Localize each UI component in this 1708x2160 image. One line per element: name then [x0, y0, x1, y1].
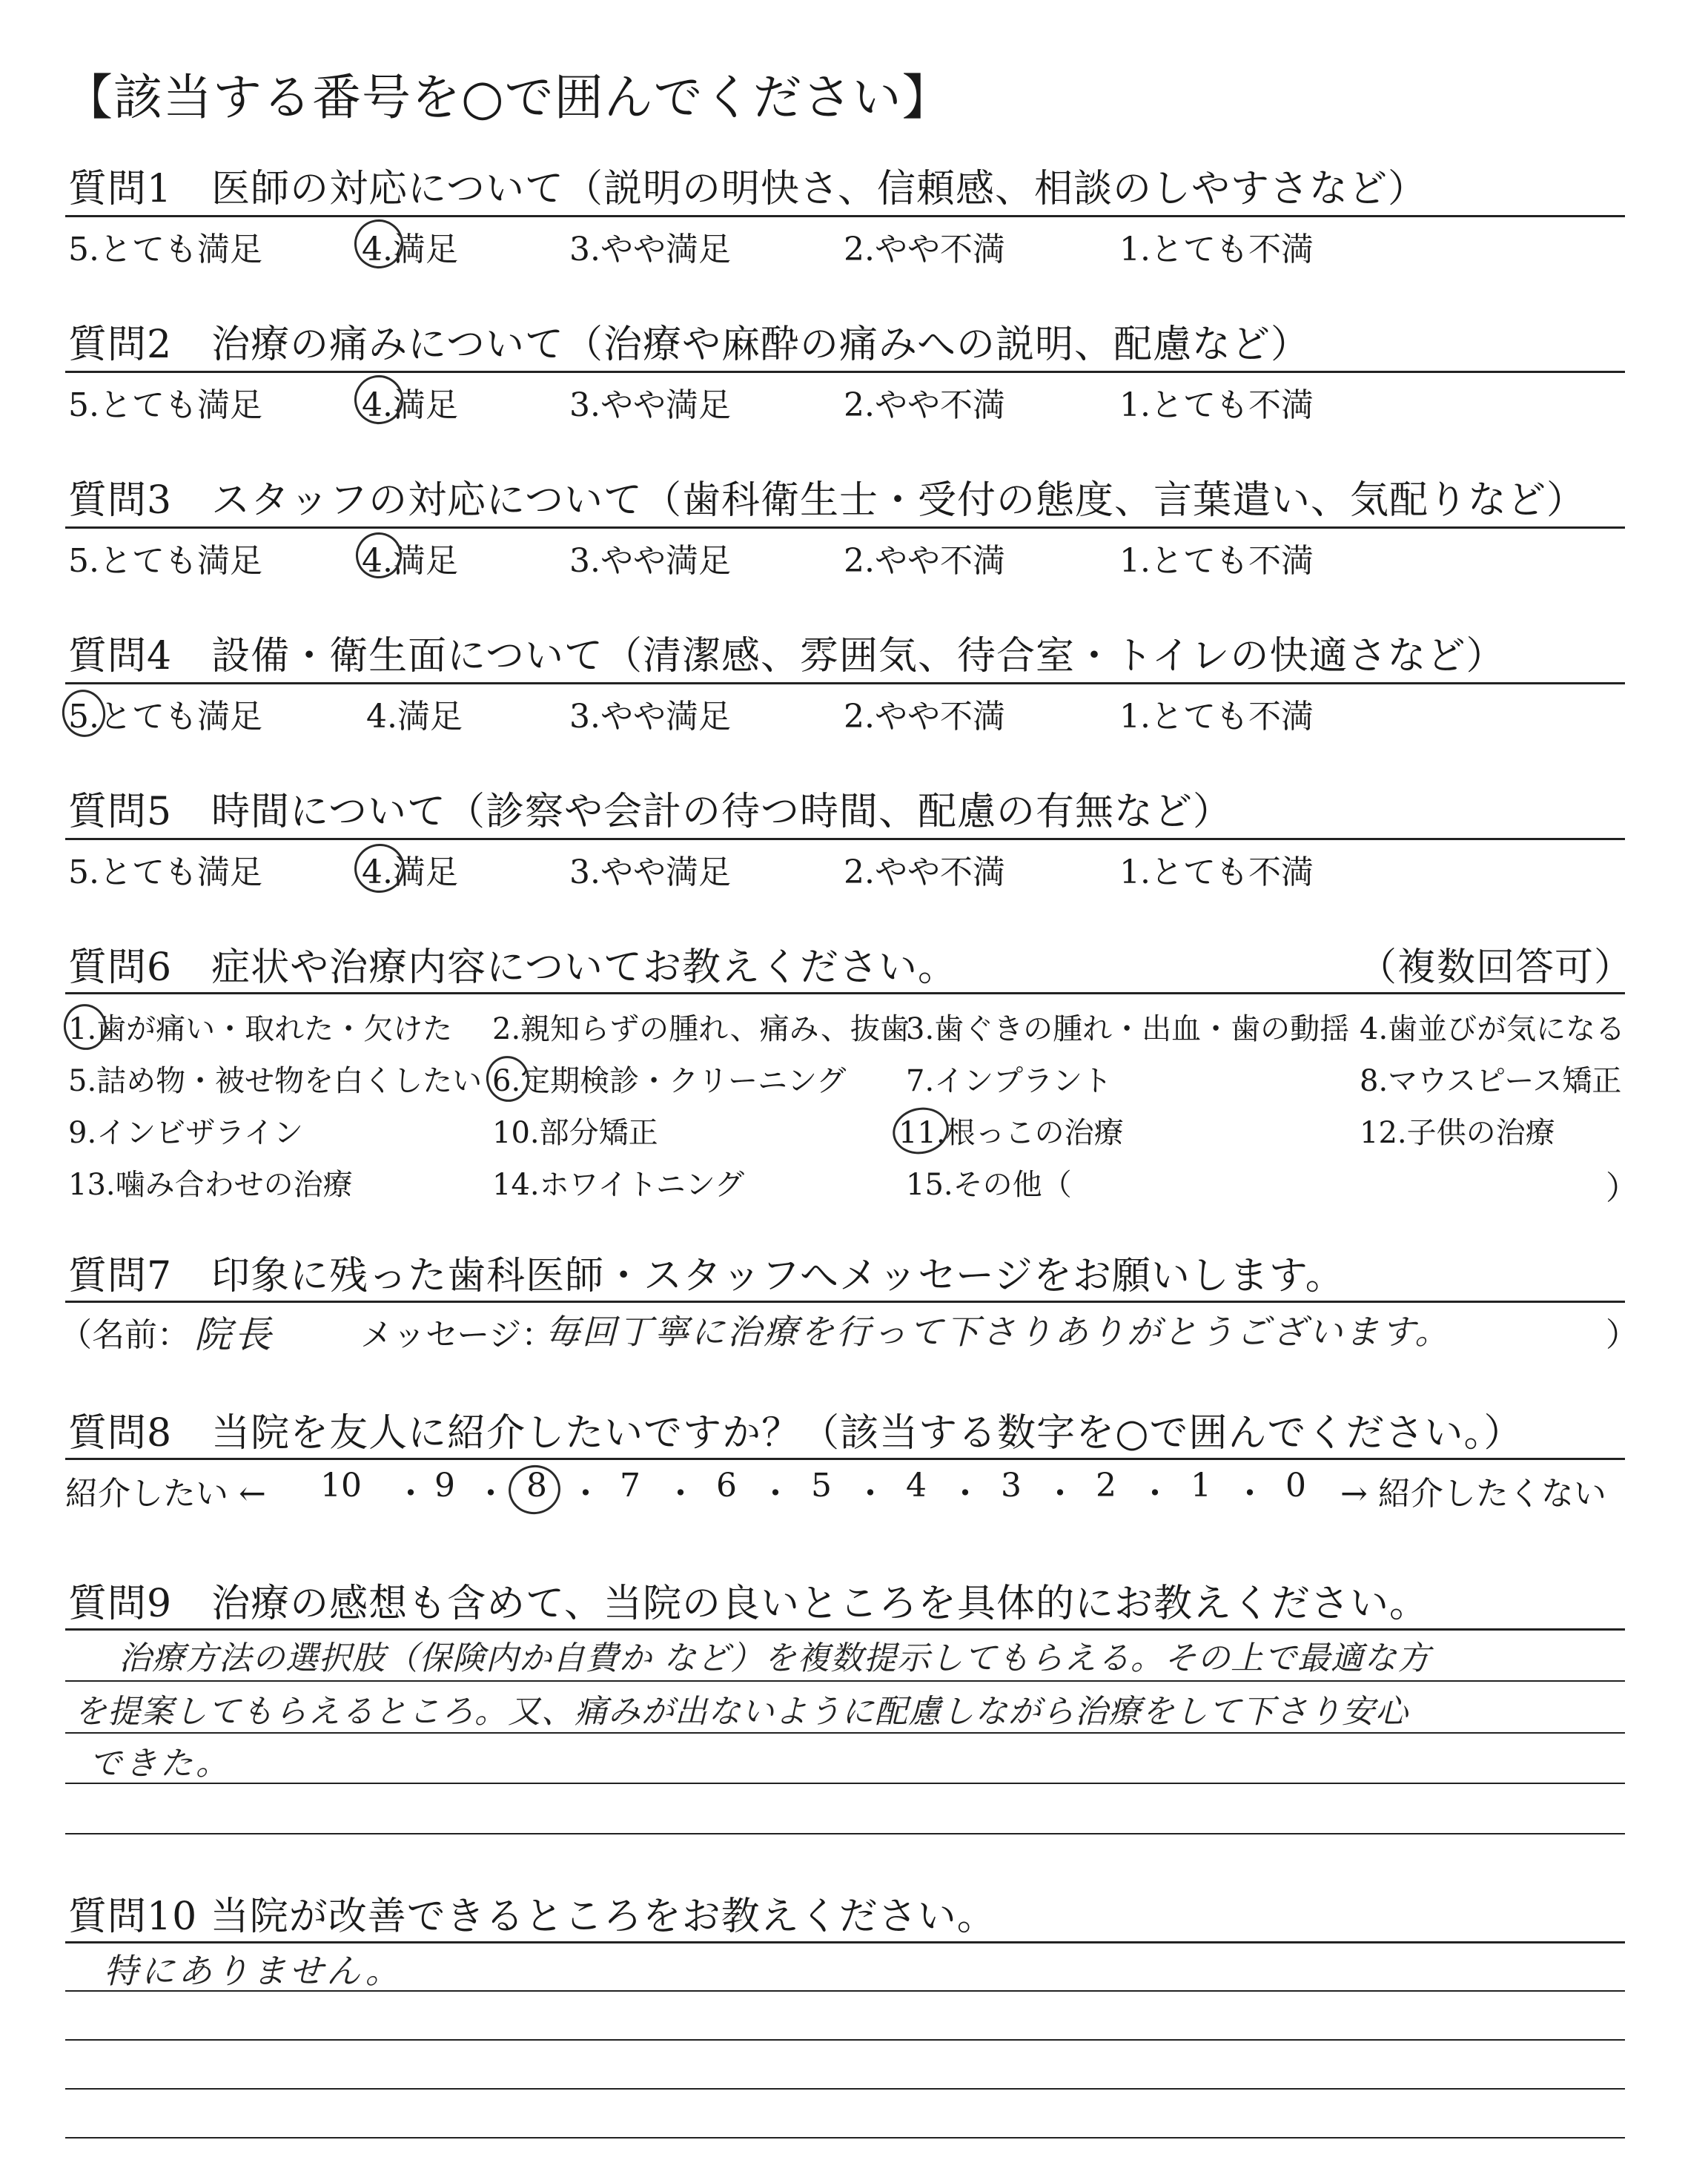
q9-line-2	[65, 1732, 1625, 1734]
q8-sep: ・	[1234, 1475, 1266, 1513]
q8-scale-9[interactable]: 9	[434, 1467, 455, 1505]
q7-close-paren: ）	[1606, 1316, 1638, 1354]
q9-line-3	[65, 1783, 1625, 1784]
q4-title: 質問4 設備・衛生面について（清潔感、雰囲気、待合室・トイレの快適さなど）	[68, 634, 1506, 678]
q2-option-4[interactable]: 4.満足	[362, 386, 458, 424]
q2-option-5[interactable]: 5.とても満足	[68, 386, 262, 424]
q2-title: 質問2 治療の痛みについて（治療や麻酔の痛みへの説明、配慮など）	[68, 323, 1311, 367]
q8-sep: ・	[394, 1475, 427, 1513]
q6-multiple-answers-note: （複数回答可）	[1358, 945, 1634, 990]
q8-scale-6[interactable]: 6	[716, 1467, 737, 1505]
q8-sep: ・	[1139, 1475, 1171, 1513]
q4-option-3[interactable]: 3.やや満足	[569, 698, 731, 736]
q9-answer-line-3[interactable]: できた。	[89, 1745, 231, 1783]
q8-sep: ・	[949, 1475, 982, 1513]
q8-left-label: 紹介したい ←	[65, 1475, 266, 1513]
q5-divider	[65, 838, 1625, 840]
q8-scale-1[interactable]: 1	[1191, 1467, 1211, 1505]
form-header: 【該当する番号を○で囲んでください】	[64, 69, 952, 126]
q2-option-1[interactable]: 1.とても不満	[1119, 386, 1314, 424]
q3-divider	[65, 526, 1625, 529]
q6-option-15[interactable]: 15.その他（	[906, 1168, 1072, 1202]
q5-option-2[interactable]: 2.やや不満	[844, 853, 1005, 891]
q3-option-2[interactable]: 2.やや不満	[844, 542, 1005, 580]
q4-option-2[interactable]: 2.やや不満	[844, 698, 1005, 736]
q8-divider	[65, 1458, 1625, 1460]
q6-option-5[interactable]: 5.詰め物・被せ物を白くしたい	[68, 1064, 483, 1098]
q8-scale-10[interactable]: 10	[320, 1467, 362, 1505]
q6-option-7[interactable]: 7.インプラント	[906, 1064, 1113, 1098]
q7-divider	[65, 1301, 1625, 1303]
q7-message-value[interactable]: 毎回丁寧に治療を行って下さりありがとうございます。	[546, 1312, 1452, 1352]
q9-line-0	[65, 1628, 1625, 1631]
q3-option-3[interactable]: 3.やや満足	[569, 542, 731, 580]
q5-title: 質問5 時間について（診察や会計の待つ時間、配慮の有無など）	[68, 790, 1233, 834]
q6-option-13[interactable]: 13.噛み合わせの治療	[68, 1168, 353, 1202]
q3-option-1[interactable]: 1.とても不満	[1119, 542, 1314, 580]
q9-answer-line-2[interactable]: を提案してもらえるところ。又、痛みが出ないように配慮しながら治療をして下さり安心	[74, 1693, 1409, 1731]
q9-answer-line-1[interactable]: 治療方法の選択肢（保険内か自費か など）を複数提示してもらえる。その上で最適な方	[119, 1639, 1431, 1677]
q10-title: 質問10 当院が改善できるところをお教えください。	[68, 1895, 996, 1939]
q8-sep: ・	[854, 1475, 887, 1513]
q6-divider	[65, 992, 1625, 994]
q9-title: 質問9 治療の感想も含めて、当院の良いところを具体的にお教えください。	[68, 1582, 1429, 1626]
q6-option-6[interactable]: 6.定期検診・クリーニング	[492, 1064, 847, 1098]
q2-divider	[65, 371, 1625, 373]
q3-title: 質問3 スタッフの対応について（歯科衛生士・受付の態度、言葉遣い、気配りなど）	[68, 478, 1586, 523]
q1-option-3[interactable]: 3.やや満足	[569, 231, 731, 268]
q7-title: 質問7 印象に残った歯科医師・スタッフへメッセージをお願いします。	[68, 1254, 1345, 1298]
q8-sep: ・	[474, 1475, 507, 1513]
q4-option-4[interactable]: 4.満足	[366, 698, 463, 736]
q9-line-1	[65, 1680, 1625, 1682]
q8-title: 質問8 当院を友人に紹介したいですか？（該当する数字を○で囲んでください。）	[68, 1411, 1523, 1456]
q7-name-value[interactable]: 院長	[194, 1313, 274, 1356]
q1-option-2[interactable]: 2.やや不満	[844, 231, 1005, 268]
q6-option-9[interactable]: 9.インビザライン	[68, 1116, 303, 1150]
q1-option-4[interactable]: 4.満足	[362, 231, 458, 268]
q2-option-2[interactable]: 2.やや不満	[844, 386, 1005, 424]
q8-selection-circle	[504, 1460, 565, 1519]
q8-right-label: → 紹介したくない	[1340, 1475, 1606, 1513]
q3-option-5[interactable]: 5.とても満足	[68, 542, 262, 580]
q10-line-2	[65, 2039, 1625, 2041]
q10-line-0	[65, 1941, 1625, 1943]
q6-option-2[interactable]: 2.親知らずの腫れ、痛み、抜歯	[492, 1012, 910, 1046]
q8-sep: ・	[1044, 1475, 1076, 1513]
q10-answer-line-1[interactable]: 特にありません。	[104, 1951, 403, 1991]
q8-sep: ・	[664, 1475, 697, 1513]
q8-sep: ・	[759, 1475, 792, 1513]
q5-option-1[interactable]: 1.とても不満	[1119, 853, 1314, 891]
q4-option-1[interactable]: 1.とても不満	[1119, 698, 1314, 736]
q1-title: 質問1 医師の対応について（説明の明快さ、信頼感、相談のしやすさなど）	[68, 167, 1427, 211]
q7-message-label: メッセージ：	[360, 1316, 555, 1354]
q6-other-close-paren: ）	[1606, 1169, 1638, 1207]
q6-option-4[interactable]: 4.歯並びが気になる	[1360, 1012, 1626, 1046]
q1-option-5[interactable]: 5.とても満足	[68, 231, 262, 268]
q8-scale-4[interactable]: 4	[906, 1467, 927, 1505]
q2-option-3[interactable]: 3.やや満足	[569, 386, 731, 424]
q6-option-11[interactable]: 11.根っこの治療	[898, 1116, 1124, 1150]
q8-scale-5[interactable]: 5	[811, 1467, 832, 1505]
q10-line-4	[65, 2137, 1625, 2138]
q5-option-4[interactable]: 4.満足	[362, 853, 458, 891]
q8-scale-8[interactable]: 8	[526, 1467, 547, 1505]
q6-title: 質問6 症状や治療内容についてお教えください。	[68, 945, 958, 990]
q8-scale-3[interactable]: 3	[1001, 1467, 1022, 1505]
q6-option-14[interactable]: 14.ホワイトニング	[492, 1168, 745, 1202]
q4-option-5[interactable]: 5.とても満足	[68, 698, 262, 736]
q1-option-1[interactable]: 1.とても不満	[1119, 231, 1314, 268]
q6-option-8[interactable]: 8.マウスピース矯正	[1360, 1064, 1622, 1098]
q5-option-3[interactable]: 3.やや満足	[569, 853, 731, 891]
q5-option-5[interactable]: 5.とても満足	[68, 853, 262, 891]
q8-sep: ・	[569, 1475, 602, 1513]
q8-scale-0[interactable]: 0	[1285, 1467, 1306, 1505]
q3-option-4[interactable]: 4.満足	[362, 542, 458, 580]
q1-divider	[65, 215, 1625, 217]
q7-name-label: （名前：	[59, 1316, 190, 1354]
q6-option-1[interactable]: 1.歯が痛い・取れた・欠けた	[68, 1012, 453, 1046]
q6-option-12[interactable]: 12.子供の治療	[1360, 1116, 1555, 1150]
q6-option-10[interactable]: 10.部分矯正	[492, 1116, 658, 1150]
q10-line-3	[65, 2088, 1625, 2090]
q8-scale-7[interactable]: 7	[620, 1467, 640, 1505]
q8-scale-2[interactable]: 2	[1096, 1467, 1116, 1505]
q6-option-3[interactable]: 3.歯ぐきの腫れ・出血・歯の動揺	[906, 1012, 1350, 1046]
q9-line-4	[65, 1833, 1625, 1834]
q4-divider	[65, 682, 1625, 684]
